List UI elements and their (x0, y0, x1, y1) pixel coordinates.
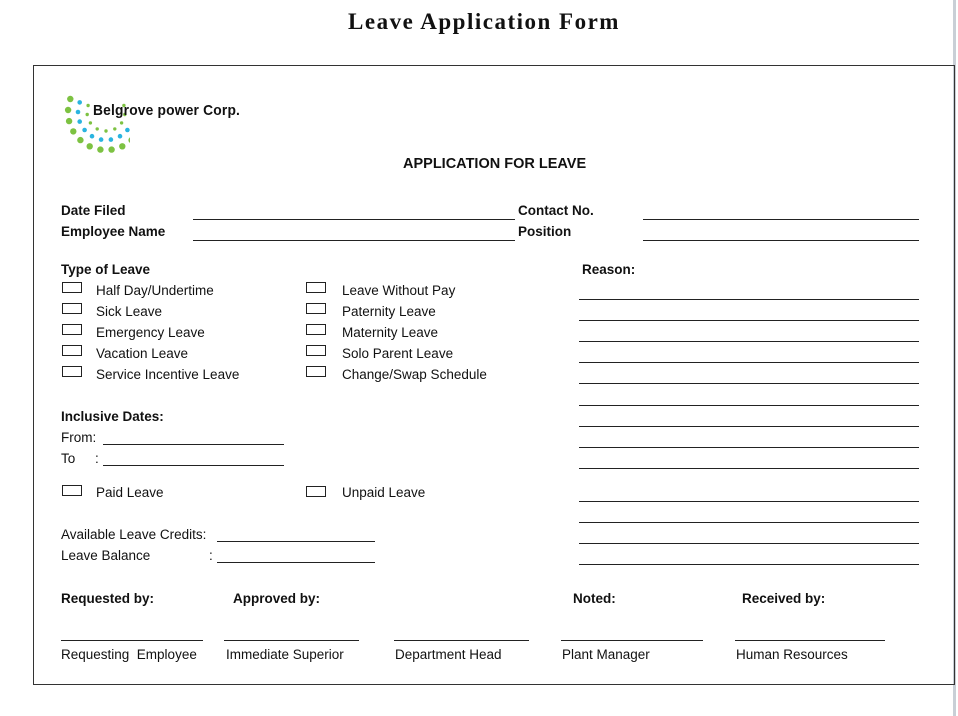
logo-dot (97, 146, 103, 152)
reason-line[interactable] (579, 543, 919, 544)
leave-balance-label: Leave Balance (61, 548, 151, 563)
available-credits-label: Available Leave Credits: (61, 527, 207, 542)
date-filed-field[interactable] (193, 219, 515, 220)
requested-by-label: Requested by: (61, 591, 155, 606)
leave-type-label: Vacation Leave (96, 346, 189, 361)
leave-type-label: Sick Leave (96, 304, 163, 319)
leave-type-label: Service Incentive Leave (96, 367, 240, 382)
logo-dot (89, 121, 92, 124)
contact-no-field[interactable] (643, 219, 919, 220)
logo-dot (120, 121, 123, 124)
leave-type-checkbox[interactable] (306, 324, 326, 335)
leave-type-checkbox[interactable] (306, 366, 326, 377)
leave-type-checkbox[interactable] (62, 345, 82, 356)
signature-line[interactable] (394, 640, 529, 641)
leave-type-label: Paternity Leave (342, 304, 436, 319)
reason-label: Reason: (582, 262, 636, 277)
reason-line[interactable] (579, 405, 919, 406)
logo-dot (118, 134, 123, 139)
logo-dot (108, 146, 114, 152)
signature-line[interactable] (561, 640, 703, 641)
logo-dot (104, 129, 107, 132)
signatory-role: Plant Manager (562, 647, 650, 662)
signature-line[interactable] (224, 640, 359, 641)
to-colon: : (95, 451, 99, 466)
logo-dot (77, 137, 83, 143)
leave-type-checkbox[interactable] (306, 345, 326, 356)
logo-dot (76, 110, 81, 115)
inclusive-dates-label: Inclusive Dates: (61, 409, 164, 424)
paid-leave-label: Paid Leave (96, 485, 164, 500)
logo-dot (125, 128, 130, 133)
position-field[interactable] (643, 240, 919, 241)
reason-line[interactable] (579, 426, 919, 427)
reason-line[interactable] (579, 383, 919, 384)
reason-line[interactable] (579, 341, 919, 342)
logo-dot (96, 127, 99, 130)
noted-label: Noted: (573, 591, 616, 606)
leave-type-checkbox[interactable] (62, 366, 82, 377)
leave-type-checkbox[interactable] (306, 303, 326, 314)
logo-dot (82, 128, 87, 133)
signatory-role: Human Resources (736, 647, 848, 662)
leave-type-label: Maternity Leave (342, 325, 439, 340)
employee-name-label: Employee Name (61, 224, 166, 239)
signatory-role: Immediate Superior (226, 647, 344, 662)
signatory-role: Requesting Employee (61, 647, 197, 662)
leave-type-checkbox[interactable] (62, 324, 82, 335)
leave-balance-field[interactable] (217, 562, 375, 563)
reason-line[interactable] (579, 501, 919, 502)
leave-type-label: Half Day/Undertime (96, 283, 214, 298)
logo-dot (70, 128, 76, 134)
form-heading: APPLICATION FOR LEAVE (403, 156, 587, 172)
reason-line[interactable] (579, 564, 919, 565)
leave-type-checkbox[interactable] (62, 303, 82, 314)
employee-name-field[interactable] (193, 240, 515, 241)
logo-dot (67, 96, 73, 102)
to-date-field[interactable] (103, 465, 284, 466)
reason-line[interactable] (579, 468, 919, 469)
to-label: To (61, 451, 76, 466)
available-credits-field[interactable] (217, 541, 375, 542)
type-of-leave-label: Type of Leave (61, 262, 151, 277)
leave-type-label: Emergency Leave (96, 325, 205, 340)
leave-type-label: Change/Swap Schedule (342, 367, 487, 382)
position-label: Position (518, 224, 572, 239)
leave-type-label: Solo Parent Leave (342, 346, 454, 361)
signature-line[interactable] (61, 640, 203, 641)
logo-dot (119, 143, 125, 149)
reason-line[interactable] (579, 320, 919, 321)
leave-type-label: Leave Without Pay (342, 283, 456, 298)
paid-leave-checkbox[interactable] (62, 485, 82, 496)
reason-line[interactable] (579, 447, 919, 448)
reason-line[interactable] (579, 522, 919, 523)
unpaid-leave-checkbox[interactable] (306, 486, 326, 497)
logo-dot (86, 113, 89, 116)
received-by-label: Received by: (742, 591, 826, 606)
logo-dot (65, 107, 71, 113)
logo-dot (66, 118, 72, 124)
unpaid-leave-label: Unpaid Leave (342, 485, 426, 500)
page-title: Leave Application Form (348, 9, 620, 34)
logo-dot (99, 137, 104, 142)
leave-balance-colon: : (209, 548, 213, 563)
logo-dot (87, 143, 93, 149)
from-date-field[interactable] (103, 444, 284, 445)
logo-dot (109, 137, 114, 142)
logo-dot (77, 100, 82, 105)
signature-line[interactable] (735, 640, 885, 641)
company-name: Belgrove power Corp. (93, 102, 241, 119)
logo-dot (128, 137, 130, 143)
from-label: From: (61, 430, 97, 445)
reason-line[interactable] (579, 299, 919, 300)
logo-dot (113, 127, 116, 130)
logo-dot (90, 134, 95, 139)
leave-type-checkbox[interactable] (306, 282, 326, 293)
leave-type-checkbox[interactable] (62, 282, 82, 293)
contact-no-label: Contact No. (518, 203, 594, 218)
date-filed-label: Date Filed (61, 203, 126, 218)
logo-dot (77, 119, 82, 124)
approved-by-label: Approved by: (233, 591, 321, 606)
logo-dot (86, 104, 89, 107)
reason-line[interactable] (579, 362, 919, 363)
signatory-role: Department Head (395, 647, 502, 662)
